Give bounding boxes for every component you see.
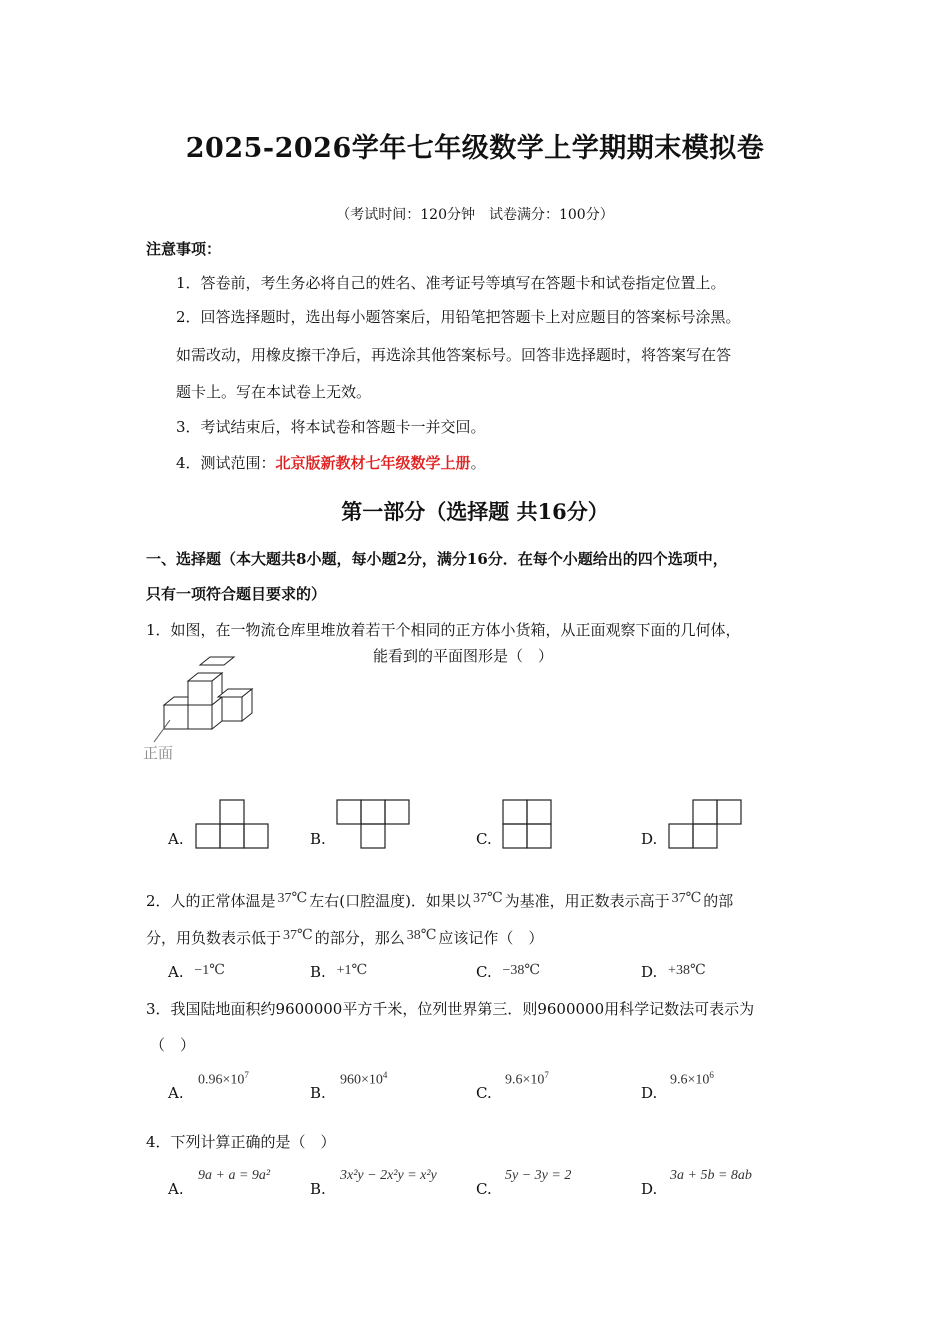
q1-stem-line1: 1．如图，在一物流仓库里堆放着若干个相同的正方体小货箱，从正面观察下面的几何体， xyxy=(146,621,741,639)
q3-stem-line2: （ ） xyxy=(150,1036,196,1054)
q3-option-c-base: 9.6×10 xyxy=(505,1072,545,1088)
q3-option-d-exp: 6 xyxy=(709,1070,714,1080)
q2-text-2c: 应该记作（ ） xyxy=(438,929,544,947)
q3-option-c-exp: 7 xyxy=(544,1070,549,1080)
q4-option-c-label[interactable]: C. xyxy=(476,1180,492,1198)
note-item-3: 3．考试结束后，将本试卷和答题卡一并交回。 xyxy=(176,418,486,436)
q3-option-d-label[interactable]: D. xyxy=(641,1084,658,1102)
q3-option-a-label[interactable]: A. xyxy=(168,1084,184,1102)
q3-stem-line1: 3．我国陆地面积约9600000平方千米，位列世界第三．则9600000用科学记数法可表示为 xyxy=(146,1000,755,1018)
q3-option-b-label[interactable]: B. xyxy=(310,1084,326,1102)
q2-option-b[interactable] xyxy=(310,962,367,981)
q2-text-2b: 的部分，那么 xyxy=(314,929,405,947)
q2-temp-37-b: 37℃ xyxy=(472,891,503,906)
q1-stem-line2: 能看到的平面图形是（ ） xyxy=(373,647,554,665)
q3-option-a-expr[interactable] xyxy=(198,1070,249,1089)
q2-temp-37-c: 37℃ xyxy=(671,891,702,906)
q2-temp-38: 38℃ xyxy=(406,928,437,943)
q2-text-2a: 分，用负数表示低于 xyxy=(146,929,282,947)
front-pointer-line xyxy=(154,720,170,742)
q3-option-d-base: 9.6×10 xyxy=(670,1072,710,1088)
q3-option-b-base: 960×10 xyxy=(340,1072,383,1088)
note-item-4-prefix: 4．测试范围： xyxy=(176,454,276,472)
q2-text-1c: 为基准，用正数表示高于 xyxy=(504,892,670,910)
exam-info: （考试时间：120分钟 试卷满分：100分） xyxy=(336,207,614,223)
q2-temp-37-d: 37℃ xyxy=(283,928,313,943)
q3-option-b-exp: 4 xyxy=(382,1070,388,1080)
q2-option-b-value: +1℃ xyxy=(336,963,368,978)
q1-option-c-figure[interactable] xyxy=(503,799,553,849)
q2-option-c[interactable] xyxy=(476,962,540,981)
note-item-2-line3: 题卡上。写在本试卷上无效。 xyxy=(176,383,372,401)
q2-text-1d: 的部 xyxy=(703,892,734,910)
q1-option-d-label[interactable]: D. xyxy=(641,830,658,848)
q1-option-d-figure[interactable] xyxy=(669,799,743,849)
note-item-1: 1．答卷前，考生务必将自己的姓名、准考证号等填写在答题卡和试卷指定位置上。 xyxy=(176,274,726,292)
q2-text-1a: 2．人的正常体温是 xyxy=(146,892,276,910)
q2-option-d-value: +38℃ xyxy=(668,963,706,978)
q2-option-a[interactable] xyxy=(168,962,225,981)
q2-option-c-label: C. xyxy=(476,963,492,981)
q1-option-c-label[interactable]: C. xyxy=(476,830,492,848)
q2-stem-line1 xyxy=(146,890,733,911)
q4-option-d-expr[interactable]: 3a + 5b = 8ab xyxy=(670,1168,752,1183)
q4-option-b-label[interactable]: B. xyxy=(310,1180,326,1198)
q4-option-b-expr[interactable]: 3x²y − 2x²y = x²y xyxy=(340,1168,437,1183)
q4-stem: 4．下列计算正确的是（ ） xyxy=(146,1133,336,1151)
q2-option-c-value: −38℃ xyxy=(502,963,541,978)
section-intro-line2: 只有一项符合题目要求的） xyxy=(146,585,327,603)
q2-temp-37-a: 37℃ xyxy=(277,891,308,906)
q4-option-a-expr[interactable]: 9a + a = 9a² xyxy=(198,1168,271,1183)
test-scope: 北京版新教材七年级数学上册 xyxy=(275,454,471,472)
q1-option-a-figure[interactable] xyxy=(196,799,270,849)
note-item-2-line1: 2．回答选择题时，选出每小题答案后，用铅笔把答题卡上对应题目的答案标号涂黑。 xyxy=(176,308,741,326)
q3-option-d-expr[interactable] xyxy=(670,1070,714,1089)
q2-option-b-label: B. xyxy=(310,963,326,981)
q1-option-b-figure[interactable] xyxy=(337,799,411,849)
q1-option-b-label[interactable]: B. xyxy=(310,830,326,848)
q4-option-d-label[interactable]: D. xyxy=(641,1180,658,1198)
section-title: 第一部分（选择题 共16分） xyxy=(341,499,609,524)
notes-heading: 注意事项： xyxy=(146,240,222,258)
q4-option-c-expr[interactable]: 5y − 3y = 2 xyxy=(505,1168,572,1183)
q4-option-a-label[interactable]: A. xyxy=(168,1180,184,1198)
q2-option-a-label: A. xyxy=(168,963,184,981)
q3-option-b-expr[interactable] xyxy=(340,1070,387,1089)
q2-option-d-label: D. xyxy=(641,963,658,981)
q2-option-a-value: −1℃ xyxy=(194,963,225,978)
q2-stem-line2 xyxy=(146,927,543,948)
front-label: 正面 xyxy=(143,744,174,762)
q3-option-c-expr[interactable] xyxy=(505,1070,549,1089)
section-intro-line1: 一、选择题（本大题共8小题，每小题2分，满分16分．在每个小题给出的四个选项中， xyxy=(146,550,728,568)
q3-option-a-exp: 7 xyxy=(244,1070,249,1080)
q3-option-c-label[interactable]: C. xyxy=(476,1084,492,1102)
note-item-4 xyxy=(176,452,486,473)
q3-option-a-base: 0.96×10 xyxy=(198,1072,245,1088)
q2-text-1b: 左右(口腔温度)．如果以 xyxy=(309,892,471,910)
q2-option-d[interactable] xyxy=(641,962,706,981)
note-item-4-suffix: 。 xyxy=(470,454,486,472)
note-item-2-line2: 如需改动，用橡皮擦干净后，再选涂其他答案标号。回答非选择题时，将答案写在答 xyxy=(176,346,732,364)
page-title: 2025-2026学年七年级数学上学期期末模拟卷 xyxy=(185,133,765,164)
q1-option-a-label[interactable]: A. xyxy=(168,830,184,848)
